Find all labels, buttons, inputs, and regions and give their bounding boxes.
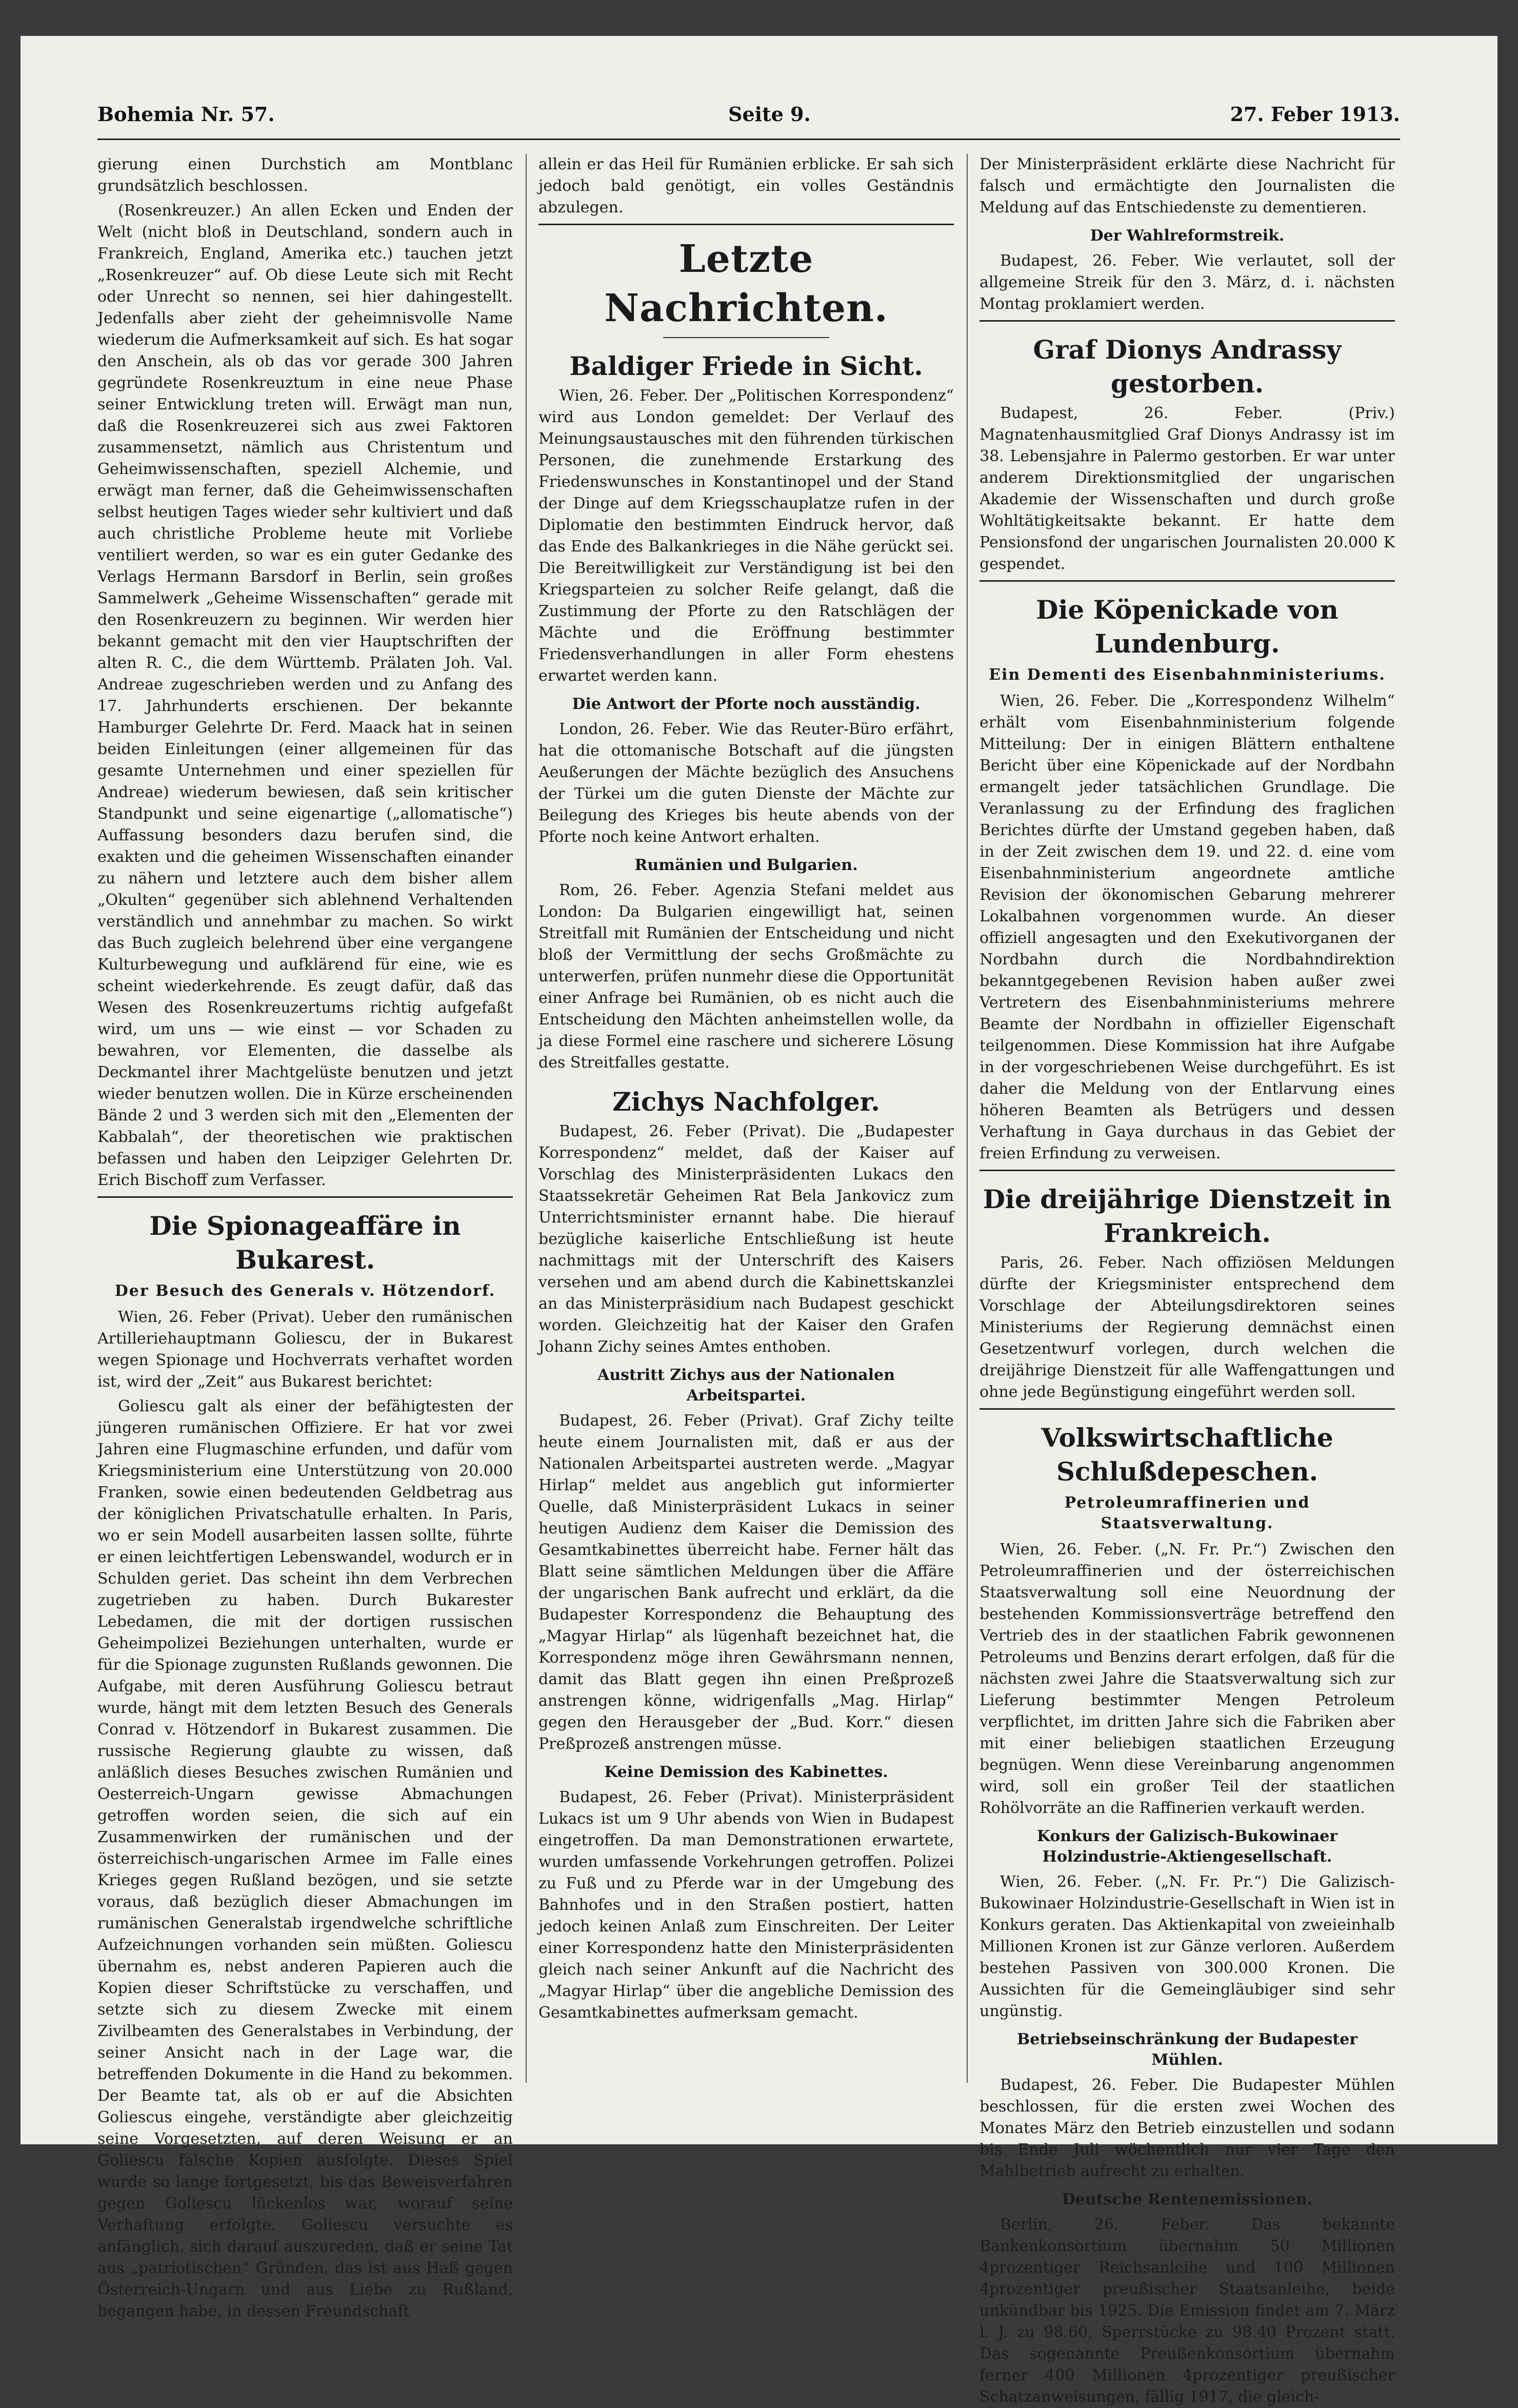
article-text: London, 26. Feber. Wie das Reuter-Büro erfährt, hat die ottomanische Botschaft auf die jüngsten Aeußerungen der Mächte bezüglich des Ansuchens der Türkei um die guten Dienste der Mächte zur Beilegung des Krieges bis heute abends von der Pforte noch keine Antwort erhalten. [538,720,954,846]
section-title-letzte-nachrichten: Letzte Nachrichten. [604,237,888,330]
article-text: Budapest, 26. Feber. Die Budapester Mühlen beschlossen, für die ersten zwei Wochen des Monates März den Betrieb einzustellen und sodann bis Ende Juli wöchentlich nur vier Tage den Mahlbetrieb aufrecht zu erhalten. [980,2076,1395,2180]
headline-spionage: Die Spionageaffäre in Bukarest. [149,1211,461,1275]
headline-koepenickade: Die Köpenickade von Lundenburg. [1036,595,1339,659]
article-text: Budapest, 26. Feber. Wie verlautet, soll der allgemeine Streik für den 3. März, d. i. nächsten Montag proklamiert werden. [980,252,1395,313]
headline-zichy: Zichys Nachfolger. [612,1087,880,1117]
section-rule [980,320,1395,322]
subhead-renten: Deutsche Rentenemissionen. [1062,2190,1313,2208]
section-rule [980,1170,1395,1171]
article-text: Rom, 26. Feber. Agenzia Stefani meldet aus London: Da Bulgarien eingewilligt hat, seinen Streitfall mit Rumänien der Entscheidung und nicht bloß der Vermittlung der sechs Großmächte zu unterwerfen, prüfen nunmehr diese die Opportunität einer Anfrage bei Rumänien, ob es nicht auch die Entscheidung den Mächten anheimstellen wolle, da ja diese Formel eine raschere und sicherere Lösung des Streitfalles gestatte. [538,881,954,1072]
article-text: Wien, 26. Feber. („N. Fr. Pr.“) Zwischen den Petroleumraffinerien und der österreichischen Staatsverwaltung soll eine Neuordnung der bestehenden Kommissionsverträge betreffend den Vertrieb des in der staatlichen Fabrik gewonnenen Petroleums und Benzins derart erfolgen, daß für die nächsten zwei Jahre die Staatsverwaltung sich zur Lieferung bestimmter Mengen Petroleum verpflichtet, im dritten Jahre sich die Fabriken aber mit einer beliebigen staatlichen Erzeugung begnügen. Wenn diese Vereinbarung angenommen wird, soll ein großer Teil der staatlichen Rohölvorräte an die Raffinerien verkauft werden. [980,1541,1395,1817]
section-rule [980,1408,1395,1410]
section-rule [97,1196,513,1198]
column-2 [538,154,954,2083]
header-page-number: Seite 9. [728,103,811,126]
article-text: Der Ministerpräsident erklärte diese Nachricht für falsch und ermächtigte den Journalisten die Meldung auf das Entschiedenste zu dementieren. [980,155,1395,216]
headline-andrassy: Graf Dionys Andrassy gestorben. [1033,334,1342,399]
title-underline [663,337,829,338]
article-text: Budapest, 26. Feber (Privat). Die „Budapester Korrespondenz“ meldet, daß der Kaiser auf Vorschlag des Ministerpräsidenten Lukacs den Staatssekretär Geheimen Rat Bela Jankovicz zum Unterrichtsminister ernannt habe. Die hierauf bezügliche kaiserliche Entschließung ist heute nachmittags mit der Unterschrift des Kaisers versehen und am abend durch die Kabinettskanzlei an das Ministerpräsidium nach Budapest geschickt worden. Gleichzeitig hat der Kaiser den Grafen Johann Zichy seines Amtes enthoben. [538,1122,954,1356]
subhead-petroleum: Petroleumraffinerien und Staatsverwaltung. [1064,1494,1310,1532]
headline-friede: Baldiger Friede in Sicht. [569,351,923,381]
article-text: Budapest, 26. Feber. (Priv.) Magnatenhausmitglied Graf Dionys Andrassy ist im 38. Lebensjahre in Palermo gestorben. Er war unter anderem Direktionsmitglied der ungarischen Akademie der Wissenschaften und durch große Wohltätigkeitsakte bekannt. Er hatte dem Pensionsfond der ungarischen Journalisten 20.000 K gespendet. [980,404,1395,573]
article-text: Wien, 26. Feber (Privat). Ueber den rumänischen Artilleriehauptmann Goliescu, der in Bukarest wegen Spionage und Hochverrats verhaftet worden ist, wird der „Zeit“ aus Bukarest berichtet: [97,1308,513,1391]
subhead-austritt: Austritt Zichys aus der Nationalen Arbeitspartei. [597,1366,895,1405]
subhead-konkurs: Konkurs der Galizisch-Bukowinaer Holzindustrie-Aktiengesellschaft. [1036,1827,1338,1866]
article-text: Budapest, 26. Feber (Privat). Ministerpräsident Lukacs ist um 9 Uhr abends von Wien in Budapest eingetroffen. Da man Demonstrationen erwartete, wurden umfassende Vorkehrungen getroffen. Polizei zu Fuß und zu Pferde war in der Umgebung des Bahnhofes und in den Straßen postiert, hatten jedoch keinen Anlaß zum Einschreiten. Der Leiter einer Korrespondenz hatte den Ministerpräsidenten gleich nach seiner Ankunft auf die Nachricht des „Magyar Hirlap“ über die angebliche Demission des Gesamtkabinettes aufmerksam gemacht. [538,1788,954,2022]
headline-dienstzeit: Die dreijährige Dienstzeit in Frankreich. [983,1184,1392,1248]
page-header [97,67,1400,140]
header-publication: Bohemia Nr. 57. [97,103,275,126]
header-date: 27. Feber 1913. [1230,103,1400,126]
article-text: Budapest, 26. Feber (Privat). Graf Zichy teilte heute einem Journalisten mit, daß er aus der Nationalen Arbeitspartei austreten werde. „Magyar Hirlap“ meldet aus angeblich gut informierter Quelle, daß Ministerpräsident Lukacs in seiner heutigen Audienz dem Kaiser die Demission des Gesamtkabinettes überreicht habe. Ferner hält das Blatt seine sämtlichen Meldungen über die Affäre der ungarischen Bank aufrecht und erklärt, da die Budapester Korrespondenz die Behauptung des „Magyar Hirlap“ als lügenhaft bezeichnet hat, die Korrespondenz möge ihren Gewährsmann nennen, damit das Blatt gegen ihn einen Preßprozeß anstrengen könne, widrigenfalls „Mag. Hirlap“ gegen den Herausgeber der „Bud. Korr.“ diesen Preßprozeß anstrengen müsse. [538,1412,954,1753]
section-rule [538,224,954,225]
column-divider [526,154,527,2083]
subhead-besuch: Der Besuch des Generals v. Hötzendorf. [114,1282,496,1300]
column-1 [97,154,513,2320]
article-text: Wien, 26. Feber. Die „Korrespondenz Wilhelm“ erhält vom Eisenbahnministerium folgende Mitteilung: Der in einigen Blättern enthaltene Bericht über eine Köpenickade auf der Nordbahn ermangelt jeder tatsächlichen Grundlage. Die Veranlassung zu der Erfindung des fraglichen Berichtes dürfte der Umstand gegeben haben, daß in der Zeit zwischen dem 19. und 22. d. eine vom Eisenbahnministerium angeordnete amtliche Revision der ökonomischen Gebarung mehrerer Lokalbahnen vorgenommen wurde. An dieser offiziell angesagten und den Exekutivorganen der Nordbahn durch die Nordbahndirektion bekanntgegebenen Revision haben außer zwei Vertretern des Eisenbahnministeriums mehrere Beamte der Nordbahn in offizieller Eigenschaft teilgenommen. Diese Kommission hat ihre Aufgabe in der vorgeschriebenen Weise durchgeführt. Es ist daher die Meldung von der Entlarvung eines höheren Beamten als Betrügers und dessen Verhaftung in Gaya durchaus in das Gebiet der freien Erfindung zu verweisen. [980,692,1395,1162]
subhead-dementi: Ein Dementi des Eisenbahnministeriums. [989,666,1386,684]
article-rosenkreuzer: (Rosenkreuzer.) An allen Ecken und Enden der Welt (nicht bloß in Deutschland, sondern auch in Frankreich, England, Amerika etc.) tauchen jetzt „Rosenkreuzer“ auf. Ob diese Leute sich mit Recht oder Unrecht so nennen, sei hier dahingestellt. Jedenfalls aber zieht der geheimnisvolle Name wiederum die Aufmerksamkeit auf sich. Es hat sogar den Anschein, als ob das vor gerade 300 Jahren gegründete Rosenkreuztum in eine neue Phase seiner Entwicklung treten will. Erwägt man nun, daß die Rosenkreuzerei sich aus zwei Faktoren zusammensetzt, nämlich aus Christentum und Geheimwissenschaften, speziell Alchemie, und erwägt man ferner, daß die Geheimwissenschaften selbst heutigen Tages wieder sehr kultiviert und daß auch christliche Probleme heute mit Vorliebe ventiliert werden, so war es ein guter Gedanke des Verlags Hermann Barsdorf in Berlin, sein großes Sammelwerk „Geheime Wissenschaften“ gerade mit den Rosenkreuzern zu beginnen. Wir werden hier bekannt gemacht mit den vier Hauptschriften der alten R. C., die dem Württemb. Prälaten Joh. Val. Andreae zugeschrieben werden und zu Anfang des 17. Jahrhunderts erschienen. Der bekannte Hamburger Gelehrte Dr. Ferd. Maack hat in seinen beiden Einleitungen (einer allgemeinen für das gesamte Unternehmen und einer speziellen für Andreae) wiederum bewiesen, daß sein kritischer Standpunkt und seine eigenartige („allomatische“) Auffassung besonders dazu berufen sind, die exakten und die geheimen Wissenschaften einander zu nähern und letztere auch dem bisher allem „Okulten“ gegenüber sich ablehnend Verhaltenden verständlich und annehmbar zu machen. So wirkt das Buch zugleich belehrend über eine vergangene Kulturbewegung und aufklärend für eine, wie es scheint wiederkehrende. Es zeugt dafür, daß das Wesen des Rosenkreuzertums richtig aufgefaßt wird, um uns — wie einst — vor Schaden zu bewahren, vor Elementen, die dasselbe als Deckmantel ihrer Machtgelüste benutzen und jetzt wieder benutzen wollen. Die in Kürze erscheinenden Bände 2 und 3 werden sich mit den „Elementen der Kabbalah“, der theoretischen wie praktischen befassen und haben den Leipziger Gelehrten Dr. Erich Bischoff zum Verfasser. [97,202,513,1189]
article-text: Wien, 26. Feber. Der „Politischen Korrespondenz“ wird aus London gemeldet: Der Verlauf des Meinungsaustausches mit den führenden türkischen Personen, die zunehmende Erstarkung des Friedenswunsches in Konstantinopel und der Stand der Dinge auf dem Kriegsschauplatze rufen in der Diplomatie den bestimmten Eindruck hervor, daß das Ende des Balkankrieges in die Nähe gerückt sei. Die Bereitwilligkeit zur Verständigung ist bei den Kriegsparteien zu solcher Reife gelangt, daß die Zustimmung der Pforte zu den Ratschlägen der Mächte und die Eröffnung bestimmter Friedensverhandlungen in aller Form ehestens erwartet werden kann. [538,387,954,685]
subhead-betrieb: Betriebseinschränkung der Budapester Mühlen. [1016,2030,1358,2069]
headline-volkswirtschaft: Volkswirtschaftliche Schlußdepeschen. [1041,1423,1333,1487]
article-text: allein er das Heil für Rumänien erblicke. Er sah sich jedoch bald genötigt, ein volles Geständnis abzulegen. [538,155,954,216]
article-text: Paris, 26. Feber. Nach offiziösen Meldungen dürfte der Kriegsminister entsprechend dem Vorschlage der Abteilungsdirektoren seines Ministeriums der Regierung demnächst einen Gesetzentwurf vorlegen, durch welchen die dreijährige Dienstzeit für alle Waffengattungen und ohne jede Begünstigung eingeführt werden soll. [980,1254,1395,1401]
section-rule [980,580,1395,582]
article-text: gierung einen Durchstich am Montblanc grundsätzlich beschlossen. [97,155,513,195]
article-text: Goliescu galt als einer der befähigtesten der jüngeren rumänischen Offiziere. Er hat vor zwei Jahren eine Flugmaschine erfunden, und dafür vom Kriegsministerium eine Unterstützung von 20.000 Franken, sowie einen bedeutenden Geldbetrag aus der königlichen Privatschatulle erhalten. In Paris, wo er sein Modell ausarbeiten lassen sollte, führte er einen leichtfertigen Lebenswandel, wodurch er in Schulden geriet. Das scheint ihn dem Verbrechen zugetrieben zu haben. Durch Bukarester Lebedamen, die mit der dortigen russischen Geheimpolizei Beziehungen unterhalten, wurde er für die Spionage zugunsten Rußlands gewonnen. Die Aufgabe, mit deren Ausführung Goliescu betraut wurde, hängt mit dem letzten Besuch des Generals Conrad v. Hötzendorf in Bukarest zusammen. Die russische Regierung glaubte zu wissen, daß anläßlich dieses Besuches zwischen Rumänien und Oesterreich-Ungarn gewisse Abmachungen getroffen worden seien, die sich auf ein Zusammenwirken der rumänischen und der österreichisch-ungarischen Armee im Falle eines Krieges gegen Rußland bezögen, und sie setzte voraus, daß bezüglich dieser Abmachungen im rumänischen Generalstab irgendwelche schriftliche Aufzeichnungen vorhanden sein müßten. Goliescu übernahm es, nebst anderen Papieren auch die Kopien dieser Schriftstücke zu verschaffen, und setzte sich zu diesem Zwecke mit einem Zivilbeamten des Generalstabes in Verbindung, der seiner Ansicht nach in der Lage war, die betreffenden Dokumente in die Hand zu bekommen. Der Beamte tat, als ob er auf die Absichten Goliescus eingehe, verständigte aber gleichzeitig seine Vorgesetzten, auf deren Weisung er an Goliescu falsche Kopien ausfolgte. Dieses Spiel wurde so lange fortgesetzt, bis das Beweisverfahren gegen Goliescu lückenlos war, worauf seine Verhaftung erfolgte. Goliescu versuchte es anfänglich, sich darauf auszureden, daß er seine Tat aus „patriotischen“ Gründen, das ist aus Haß gegen Österreich-Ungarn und aus Liebe zu Rußland, begangen habe, in dessen Freundschaft [97,1397,513,2320]
subhead-rumaenien: Rumänien und Bulgarien. [634,856,858,874]
subhead-wahlreform: Der Wahlreformstreik. [1090,227,1285,245]
article-text: Wien, 26. Feber. („N. Fr. Pr.“) Die Galizisch-Bukowinaer Holzindustrie-Gesellschaft in Wien ist in Konkurs geraten. Das Aktienkapital von zweieinhalb Millionen Kronen ist zur Gänze verloren. Außerdem bestehen Passiven von 300.000 Kronen. Die Aussichten für die Gemeingläubiger sind sehr ungünstig. [980,1873,1395,2020]
column-3 [980,154,1395,2406]
column-divider [967,154,968,2083]
article-text: Berlin, 26. Feber. Das bekannte Bankenkonsortium übernahm 50 Millionen 4prozentiger Reichsanleihe und 100 Millionen 4prozentiger preußischer Staatsanleihe, beide unkündbar bis 1925. Die Emission findet am 7. März l. J. zu 98.60, Sperrstücke zu 98.40 Prozent statt. Das sogenannte Preußenkonsortium übernahm ferner 400 Millionen 4prozentiger preußischer Schatzanweisungen, fällig 1917, die gleich- [980,2216,1395,2406]
subhead-antwort: Die Antwort der Pforte noch ausständig. [572,695,921,713]
subhead-keine-demission: Keine Demission des Kabinettes. [604,1763,888,1781]
